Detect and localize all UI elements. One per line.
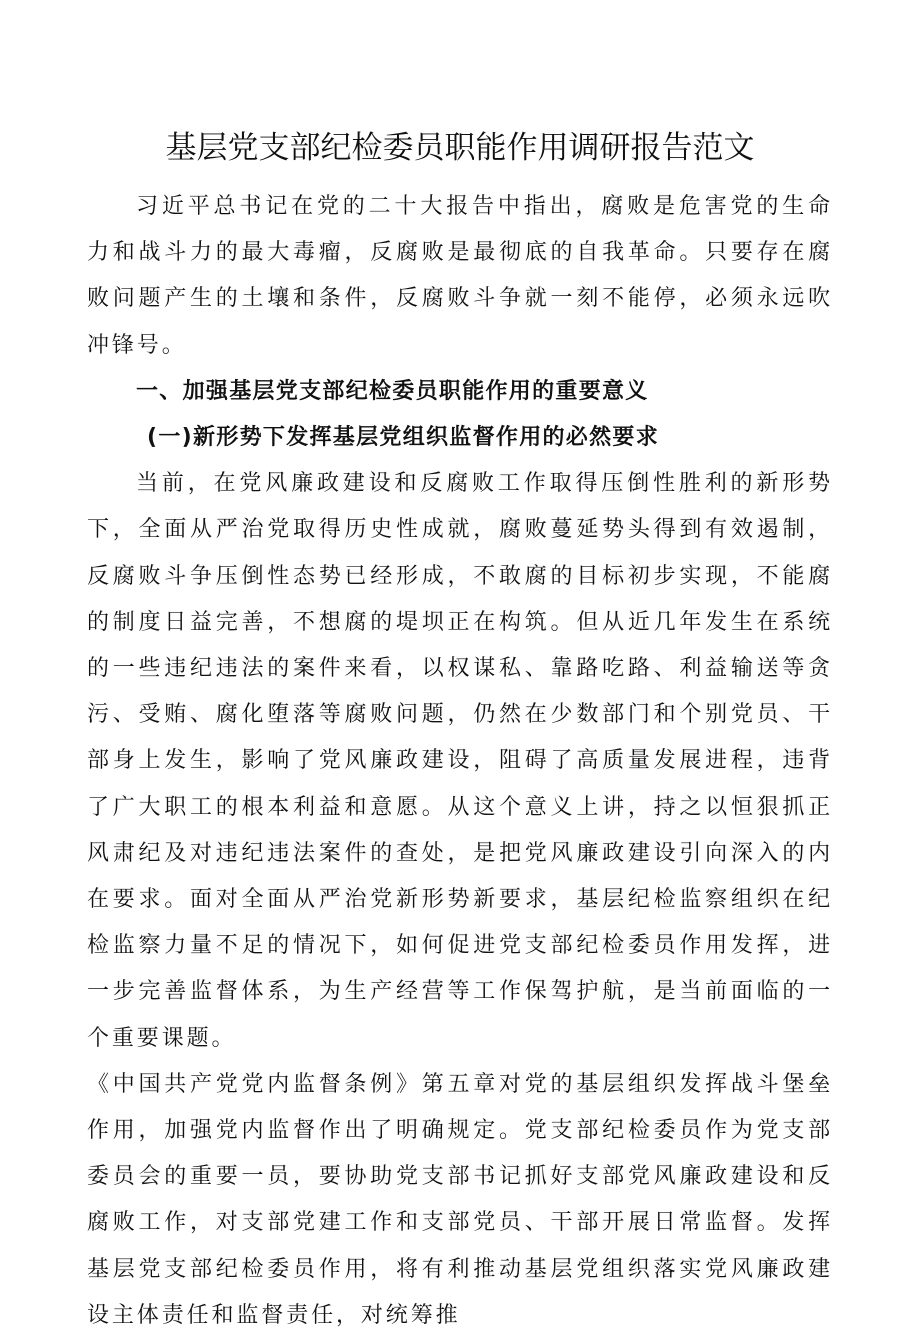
body-paragraph: 当前，在党风廉政建设和反腐败工作取得压倒性胜利的新形势下，全面从严治党取得历史性成就，腐败蔓延势头得到有效遏制，反腐败斗争压倒性态势已经形成，不敢腐的目标初步实现，不能腐的制度日益完善，不想腐的堤坝正在构筑。但从近几年发生在系统的一些违纪违法的案件来看，以权谋私、靠路吃路、利益输送等贪污、受贿、腐化堕落等腐败问题，仍然在少数部门和个别党员、干部身上发生，影响了党风廉政建设，阻碍了高质量发展进程，违背了广大职工的根本利益和意愿。从这个意义上讲，持之以恒狠抓正风肃纪及对违纪违法案件的查处，是把党风廉政建设引向深入的内在要求。面对全面从严治党新形势新要求，基层纪检监察组织在纪检监察力量不足的情况下，如何促进党支部纪检委员作用发挥，进一步完善监督体系，为生产经营等工作保驾护航，是当前面临的一个重要课题。: [87, 471, 833, 1051]
document-body: [87, 184, 833, 1339]
section-heading: 一、加强基层党支部纪检委员职能作用的重要意义: [136, 378, 649, 404]
body-paragraph: 《中国共产党党内监督条例》第五章对党的基层组织发挥战斗堡垒作用，加强党内监督作出了明确规定。党支部纪检委员作为党支部委员会的重要一员，要协助党支部书记抓好支部党风廉政建设和反腐败工作，对支部党建工作和支部党员、干部开展日常监督。发挥基层党支部纪检委员作用，将有利推动基层党组织落实党风廉政建设主体责任和监督责任，对统筹推: [87, 1071, 833, 1328]
subsection-heading: (一)新形势下发挥基层党组织监督作用的必然要求: [147, 425, 660, 451]
document-title: 基层党支部纪检委员职能作用调研报告范文: [165, 130, 755, 166]
intro-paragraph: 习近平总书记在党的二十大报告中指出，腐败是危害党的生命力和战斗力的最大毒瘤，反腐败是最彻底的自我革命。只要存在腐败问题产生的土壤和条件，反腐败斗争就一刻不能停，必须永远吹冲锋号。: [87, 194, 833, 358]
